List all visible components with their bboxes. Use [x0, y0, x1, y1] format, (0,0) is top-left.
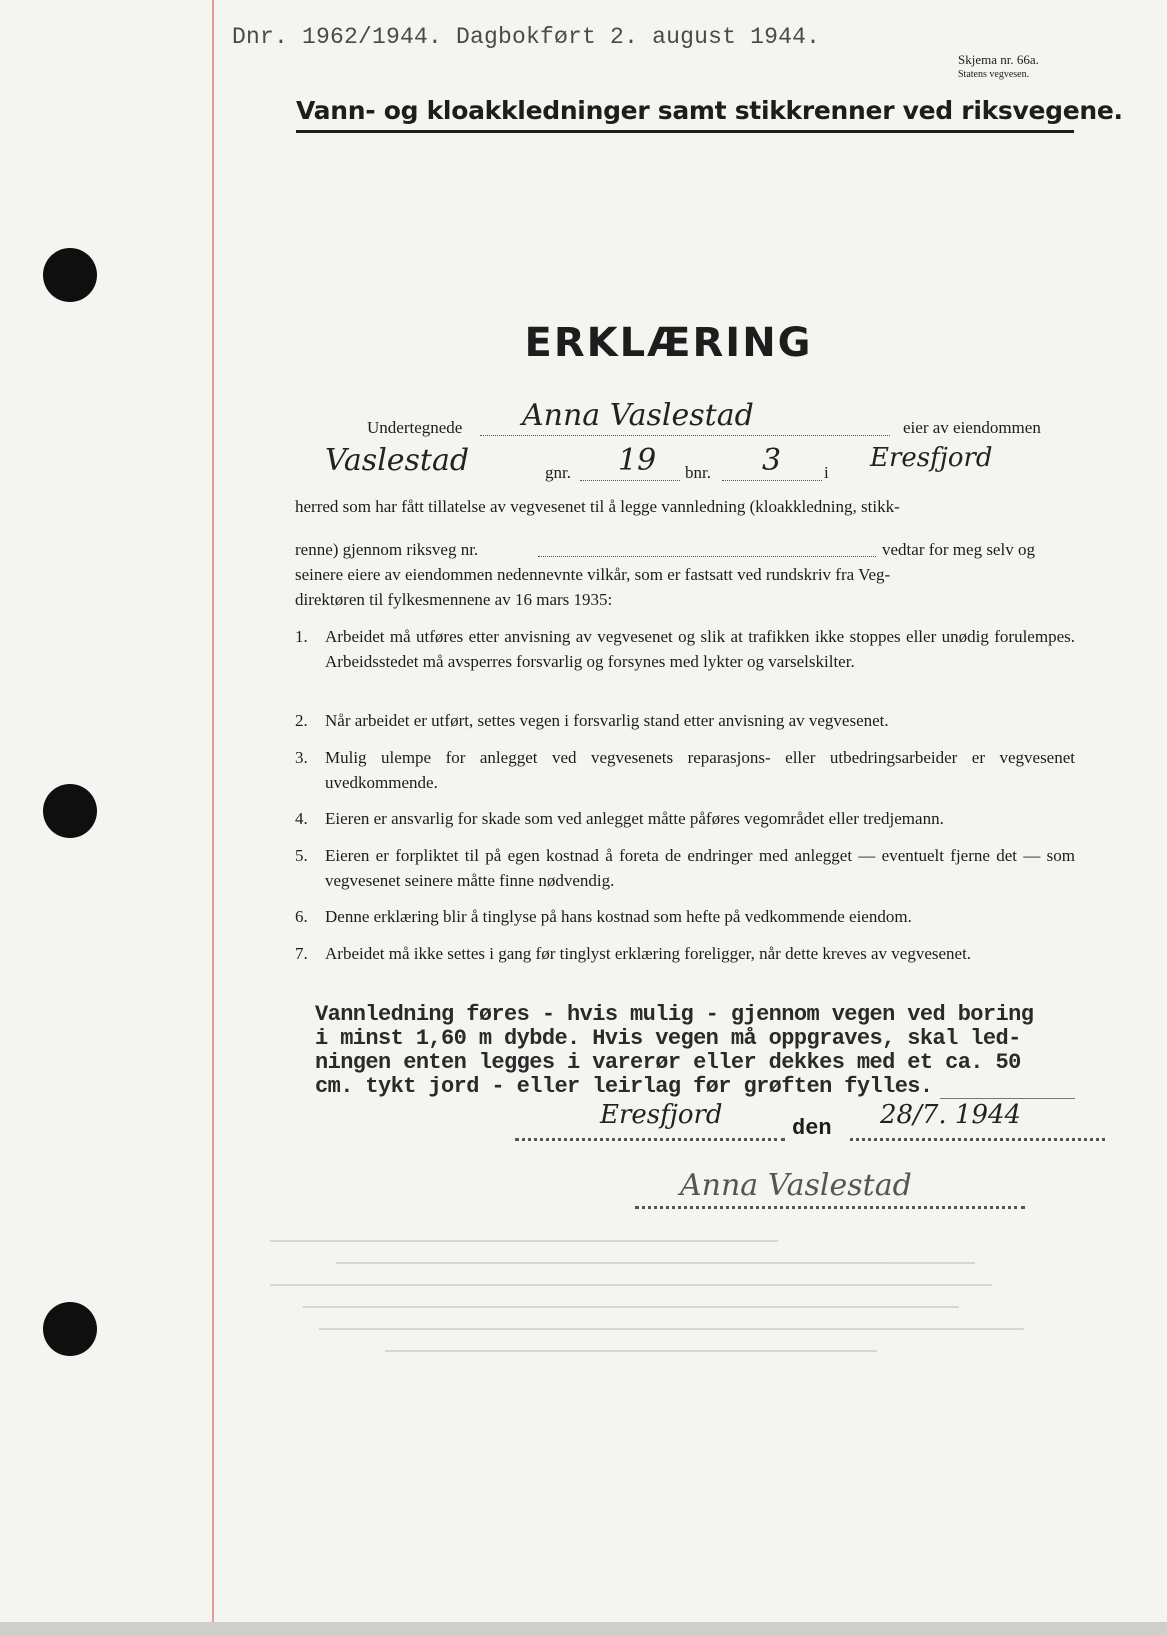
bleed-through: [270, 1220, 1090, 1420]
condition-number: 5.: [295, 846, 308, 865]
typed-line: ningen enten legges i varerør eller dekkes med et ca. 50: [315, 1050, 1021, 1075]
dotted-line: [635, 1206, 1025, 1209]
page-bottom-edge: [0, 1622, 1167, 1636]
undertegnede-label: Undertegnede: [367, 418, 463, 437]
den-label: den: [792, 1116, 832, 1141]
condition-text: Arbeidet må ikke settes i gang før tinglyst erklæring foreligger, når dette kreves av vegvesenet.: [325, 944, 972, 963]
handwritten-signature: Anna Vaslestad: [680, 1168, 912, 1203]
dotted-line: [480, 435, 890, 436]
typed-addendum: [315, 1003, 1105, 1099]
typed-line: i minst 1,60 m dybde. Hvis vegen må oppgraves, skal led-: [315, 1026, 1021, 1051]
document-title: Vann- og kloakkledninger samt stikkrenner ved riksvegene.: [296, 96, 1123, 125]
condition-number: 1.: [295, 627, 308, 646]
dotted-line: [515, 1138, 785, 1141]
handwritten-name: Anna Vaslestad: [522, 398, 754, 433]
skjema-number: Skjema nr. 66a.: [958, 52, 1039, 67]
handwritten-gnr: 19: [618, 443, 657, 478]
condition-number: 3.: [295, 748, 308, 767]
dotted-line: [580, 480, 680, 481]
handwritten-bnr: 3: [762, 443, 782, 478]
red-margin-line: [212, 0, 214, 1636]
condition-number: 2.: [295, 711, 308, 730]
condition-text: Mulig ulempe for anlegget ved vegvesenets reparasjons- eller utbedringsarbeider er vegvesenet uvedkommende.: [325, 748, 1075, 792]
condition-number: 7.: [295, 944, 308, 963]
title-underline: [296, 130, 1074, 133]
dotted-line: [538, 556, 876, 557]
handwritten-district: Eresfjord: [870, 443, 993, 473]
bnr-label: bnr.: [685, 463, 711, 482]
condition-text: Eieren er ansvarlig for skade som ved anlegget måtte påføres vegområdet eller tredjemann.: [325, 809, 944, 828]
riksveg-label: renne) gjennom riksveg nr.: [295, 540, 479, 559]
condition-text: Denne erklæring blir å tinglyse på hans kostnad som hefte på vedkommende eiendom.: [325, 907, 912, 926]
form-text-line: herred som har fått tillatelse av vegvesenet til å legge vannledning (kloakkledning, stikk-: [295, 497, 900, 516]
condition-number: 6.: [295, 907, 308, 926]
page-heading: ERKLÆRING: [524, 320, 813, 366]
dotted-line: [722, 480, 822, 481]
eier-label: eier av eiendommen: [903, 418, 1041, 437]
form-number: [958, 52, 1039, 82]
condition-text: Når arbeidet er utført, settes vegen i forsvarlig stand etter anvisning av vegvesenet.: [325, 711, 889, 730]
i-label: i: [824, 463, 829, 482]
vedtar-label: vedtar for meg selv og: [882, 540, 1035, 559]
dotted-line: [850, 1138, 1105, 1141]
condition-number: 4.: [295, 809, 308, 828]
condition-text: Eieren er forpliktet til på egen kostnad å foreta de endringer med anlegget — eventuelt fjerne det — som vegvesenet seinere måtte finne nødvendig.: [325, 846, 1075, 890]
punch-hole: [43, 1302, 97, 1356]
typed-line: Vannledning føres - hvis mulig - gjennom vegen ved boring: [315, 1002, 1034, 1027]
handwritten-place: Eresfjord: [600, 1100, 723, 1130]
gnr-label: gnr.: [545, 463, 571, 482]
form-text-line: direktøren til fylkesmennene av 16 mars 1935:: [295, 590, 613, 609]
form-text-line: seinere eiere av eiendommen nedennevnte vilkår, som er fastsatt ved rundskriv fra Veg-: [295, 565, 891, 584]
issuer: Statens vegvesen.: [958, 69, 1030, 80]
punch-hole: [43, 248, 97, 302]
typed-line: cm. tykt jord - eller leirlag før grøften fylles.: [315, 1074, 933, 1099]
handwritten-date: 28/7. 1944: [880, 1100, 1022, 1130]
punch-hole: [43, 784, 97, 838]
registration-line: Dnr. 1962/1944. Dagbokført 2. august 1944.: [232, 24, 821, 50]
handwritten-property: Vaslestad: [325, 443, 470, 478]
condition-text: Arbeidet må utføres etter anvisning av vegvesenet og slik at trafikken ikke stoppes eller unødig forulempes. Arbeidsstedet må avsperres forsvarlig og forsynes med lykter og varselskilter.: [325, 627, 1075, 671]
rule-line: [940, 1098, 1075, 1099]
